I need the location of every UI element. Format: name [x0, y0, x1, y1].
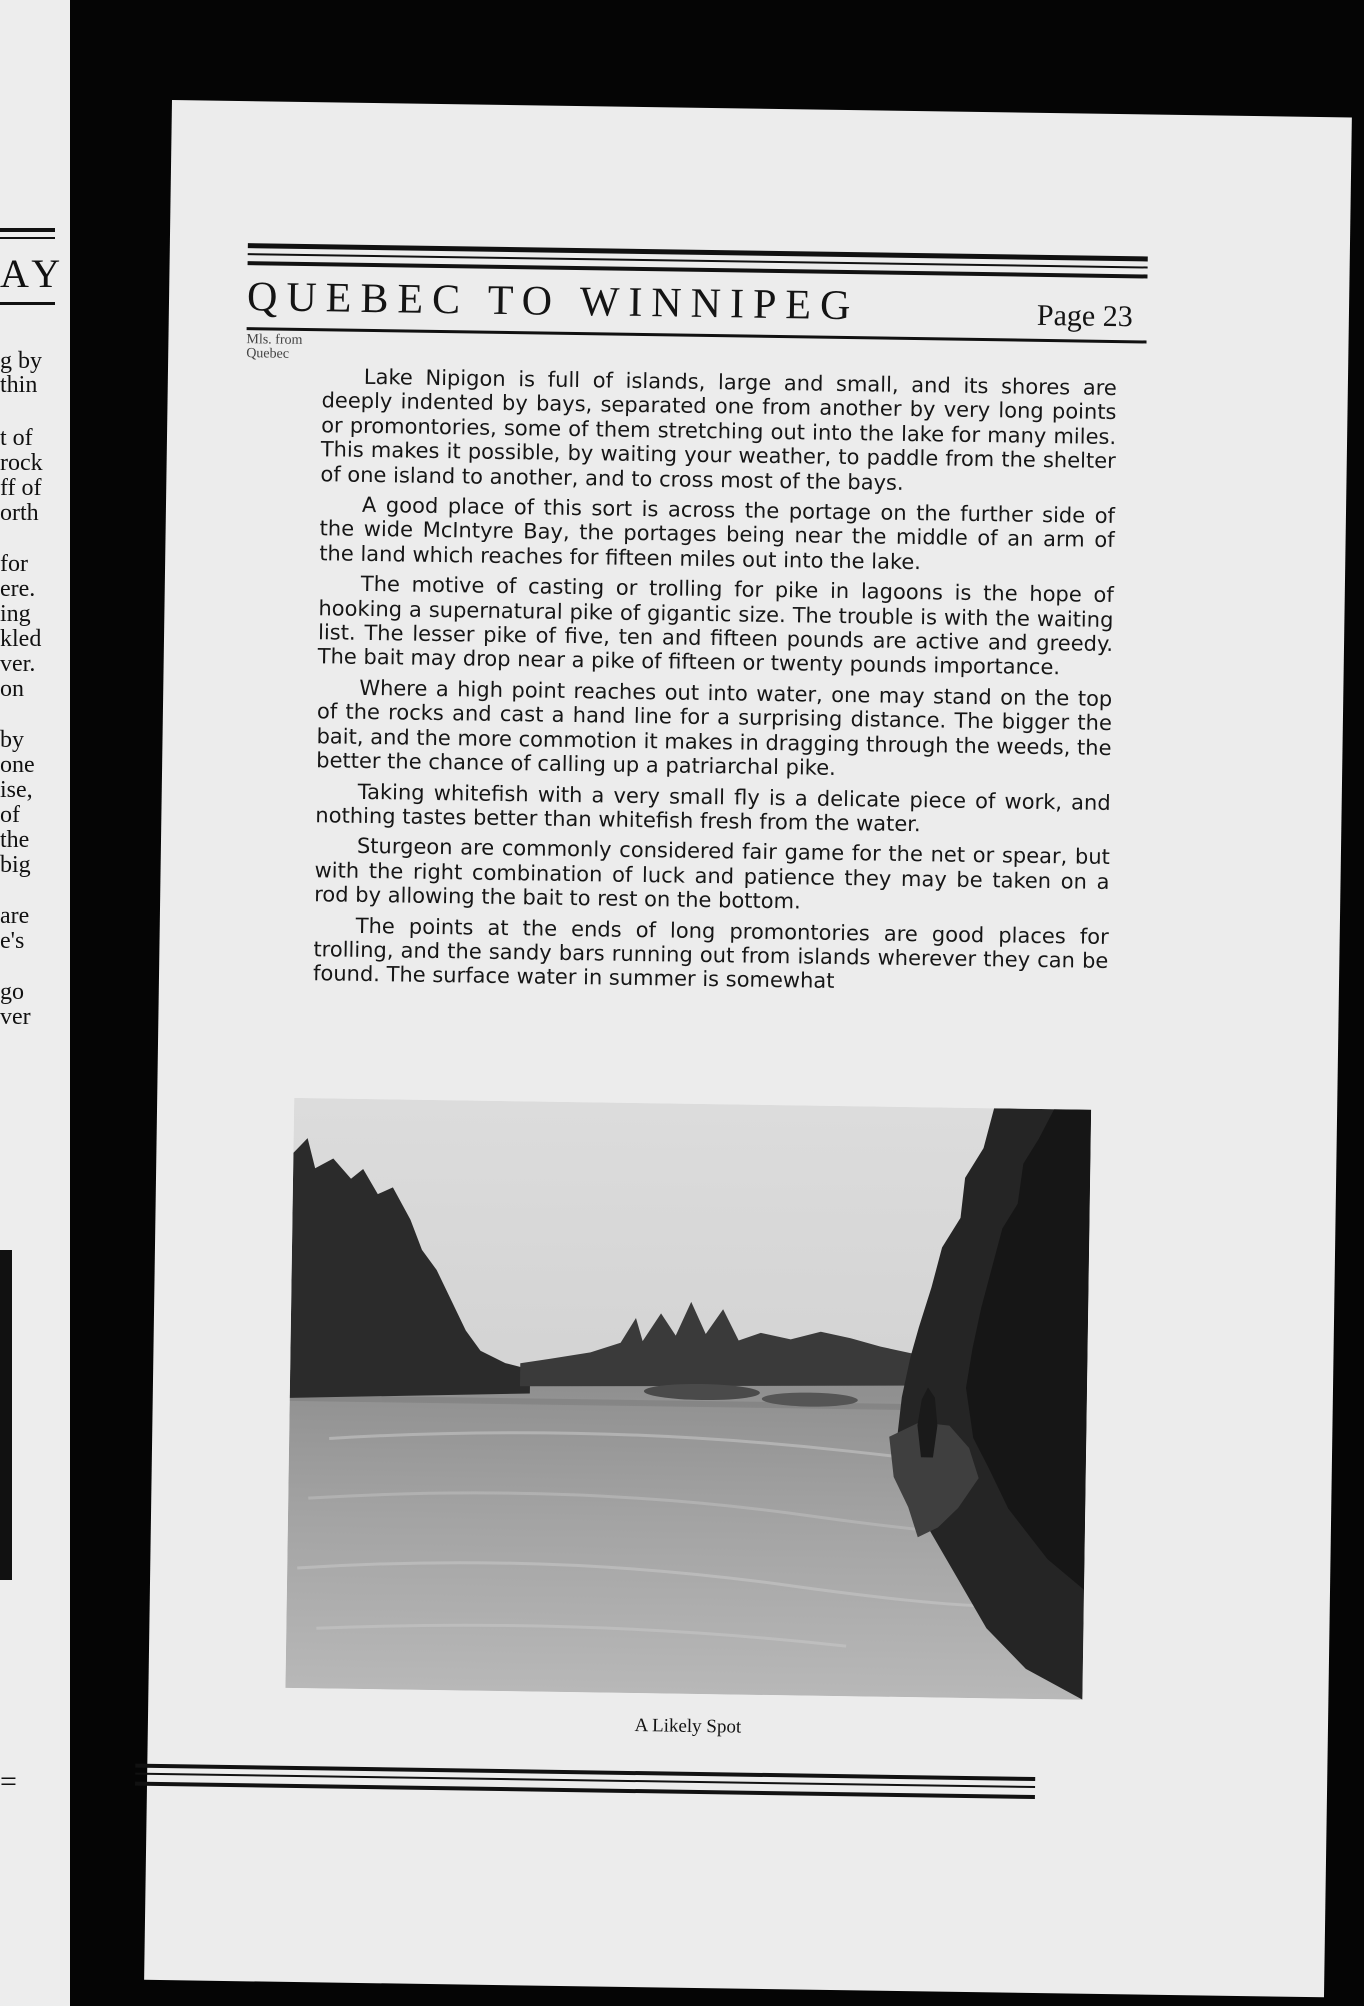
- left-text-fragment: are: [0, 903, 30, 929]
- left-text-fragment: ff of: [0, 475, 42, 501]
- paragraph: Taking whitefish with a very small fly is a delicate piece of work, and nothing tastes better than whitefish fresh from the water.: [315, 779, 1111, 837]
- page-number: Page 23: [1036, 298, 1133, 334]
- left-text-fragment: ere.: [0, 576, 36, 602]
- left-title-underline: [0, 302, 55, 305]
- paragraph: Lake Nipigon is full of islands, large and small, and its shores are deeply indented by bays, separated one from another by very long points or promontories, some of them stretching out into the lake for many miles. This makes it possible, by waiting your weather, to paddle from the shelter of one island to another, and to cross most of the bays.: [320, 364, 1118, 495]
- left-text-fragment: one: [0, 752, 35, 778]
- left-text-fragment: of: [0, 802, 20, 828]
- photo-caption: A Likely Spot: [634, 1715, 742, 1738]
- left-text-fragment: ing: [0, 601, 31, 627]
- paragraph: Sturgeon are commonly considered fair game for the net or spear, but with the right combination of luck and patience they may be taken on a rod by allowing the bait to rest on the bottom.: [314, 834, 1111, 914]
- left-text-fragment: thin: [0, 372, 38, 398]
- left-text-fragment: ver: [0, 1004, 31, 1030]
- margin-label: [246, 333, 302, 362]
- left-text-fragment: t of: [0, 425, 33, 451]
- left-text-fragment: ver.: [0, 651, 36, 677]
- left-text-fragment: rock: [0, 450, 43, 476]
- title-underline: [247, 327, 1147, 343]
- left-text-fragment: big: [0, 852, 31, 878]
- paragraph: Where a high point reaches out into water, one may stand on the top of the rocks and cast a hand line for a surprising distance. The bigger the bait, and the more commotion it makes in dragging through the weeds, the better the chance of calling up a patriarchal pike.: [316, 675, 1113, 781]
- header-rule-top: [248, 243, 1148, 261]
- page-title: QUEBEC TO WINNIPEG: [246, 274, 860, 330]
- left-text-fragment: the: [0, 827, 30, 853]
- left-text-fragment: on: [0, 676, 24, 702]
- left-text-fragment: orth: [0, 500, 39, 526]
- river-photo: [285, 1098, 1091, 1700]
- left-text-fragment: go: [0, 979, 24, 1005]
- left-text-fragment: e's: [0, 928, 25, 954]
- left-text-fragment: for: [0, 551, 28, 577]
- book-page: [144, 100, 1352, 1997]
- paragraph: The points at the ends of long promontories are good places for trolling, and the sandy bars running out from islands wherever they can be found. The surface water in summer is somewhat: [312, 913, 1109, 994]
- margin-label-line2: Quebec: [246, 346, 290, 362]
- left-header-rule-thin: [0, 237, 55, 239]
- margin-label-line1: Mls. from: [246, 332, 303, 348]
- left-page-edge: [0, 0, 70, 2006]
- left-photo-edge: [0, 1250, 12, 1580]
- left-header-rule-thick: [0, 228, 55, 232]
- article-body: [313, 364, 1117, 1003]
- paragraph: The motive of casting or trolling for pike in lagoons is the hope of hooking a supernatural pike of gigantic size. The trouble is with the waiting list. The lesser pike of five, ten and fifteen pounds are active and greedy. The bait may drop near a pike of fifteen or twenty pounds importance.: [317, 572, 1114, 680]
- left-text-fragment: g by: [0, 348, 42, 374]
- left-text-fragment: ise,: [0, 777, 33, 803]
- left-text-fragment: kled: [0, 626, 42, 652]
- left-footer-rule-fragment: =: [0, 1765, 17, 1798]
- left-page-title-fragment: AY: [0, 251, 67, 296]
- paragraph: A good place of this sort is across the portage on the further side of the wide McIntyre Bay, the portages being near the middle of an arm of the land which reaches for fifteen miles out into the lake.: [319, 492, 1116, 575]
- left-text-fragment: by: [0, 727, 24, 753]
